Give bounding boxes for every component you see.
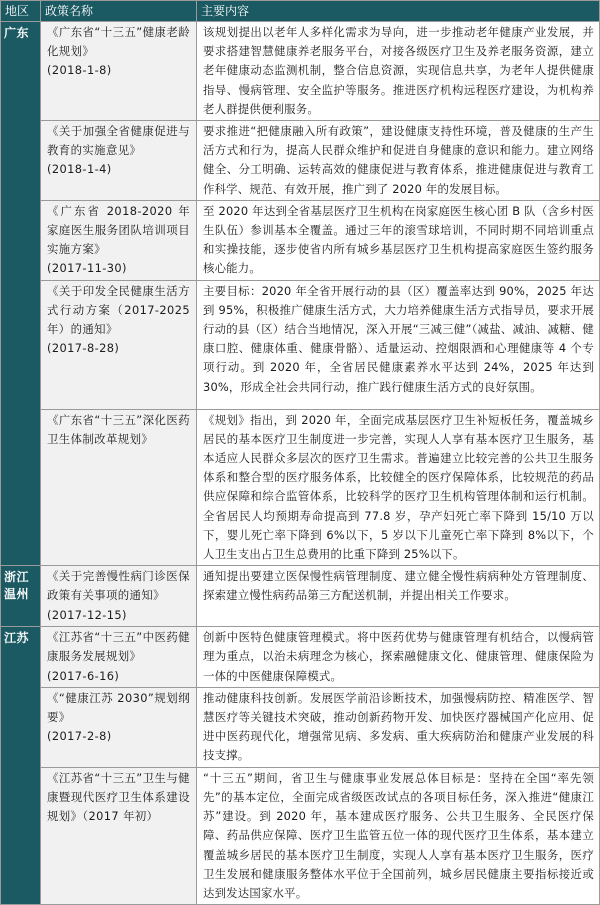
table-row	[1, 121, 600, 201]
policy-cell	[41, 627, 197, 688]
content-cell: 该规划提出以老年人多样化需求为导向，进一步推动老年健康产业发展，并要求搭建智慧健康养老服务平台，对接各级医疗卫生及养老服务资源，建立老年健康动态监测机制，整合信息资源，实现信息共享，为老年人提供健康指导、慢病管理、安全监护等服务。推进医疗机构远程医疗建设，为机构养老人群提供便利服务。	[197, 22, 600, 121]
policy-cell	[41, 767, 197, 904]
content-cell: 至 2020 年达到全省基层医疗卫生机构在岗家庭医生核心团 B 队（含乡村医生队伍）参训基本全覆盖。通过三年的滚雪球培训，不同时期不同培训重点和实操技能，逐步使省内所有城乡基层医疗卫生机构提高家庭医生签约服务核心能力。	[197, 200, 600, 280]
policy-title: 《广东省 2018-2020 年家庭医生服务团队培训项目实施方案》	[47, 203, 190, 257]
policy-date: (2017-6-16)	[47, 668, 120, 683]
policy-title: 《关于印发全民健康生活方式行动方案（2017-2025年）的通知》	[47, 283, 190, 337]
table-row	[1, 627, 600, 688]
table-row	[1, 566, 600, 627]
policy-title: 《江苏省“十三五”中医药健康服务发展规划》	[47, 630, 190, 664]
policy-cell	[41, 121, 197, 201]
policy-cell	[41, 22, 197, 121]
content-cell: 要求推进“把健康融入所有政策”，建设健康支持性环境，普及健康的生产生活方式和行为，提高人民群众维护和促进自身健康的意识和能力。建立网络健全、分工明确、运转高效的健康促进与教育体系，推进健康促进与教育工作科学、规范、有效开展，推广到了 2020 年的发展目标。	[197, 121, 600, 201]
table-row	[1, 280, 600, 409]
table-row	[1, 22, 600, 121]
policy-cell	[41, 280, 197, 409]
policy-date: (2018-1-4)	[47, 162, 112, 177]
policy-date: (2018-1-8)	[47, 63, 112, 78]
policy-cell	[41, 200, 197, 280]
policy-cell	[41, 566, 197, 627]
policy-cell	[41, 687, 197, 767]
content-cell: 主要目标：2020 年全省开展行动的县（区）覆盖率达到 90%，2025 年达到 95%，积极推广健康生活方式，大力培养健康生活方式指导员，要求开展行动的县（区）结合当地情况，深入开展“三减三健”（减盐、减油、减糖、健康口腔、健康体重、健康骨骼）、适量运动、控烟限酒和心理健康等 4 个专项行动。到 2020 年，全省居民健康素养水平达到 24%，2025 年达到 30%，形成全社会共同行动，推广践行健康生活方式的良好氛围。	[197, 280, 600, 409]
region-cell: 江苏	[1, 627, 41, 905]
policy-date: (2017-11-30)	[47, 261, 127, 276]
content-cell: “十三五”期间，省卫生与健康事业发展总体目标是：坚持在全国“率先领先”的基本定位，全面完成省级医改试点的各项目标任务，深入推进“健康江苏”建设。到 2020 年，基本建成医疗服务、公共卫生服务、全民医疗保障、药品供应保障、医疗卫生监管五位一体的现代医疗卫生体系，基本建立覆盖城乡居民的基本医疗卫生制度，实现人人享有基本医疗卫生服务，医疗卫生发展和健康服务整体水平位于全国前列，城乡居民健康主要指标接近或达到发达国家水平。	[197, 767, 600, 904]
table-row	[1, 767, 600, 904]
table-row	[1, 687, 600, 767]
policy-date: (2017-8-28)	[47, 341, 120, 356]
policy-date: (2017-2-8)	[47, 729, 112, 744]
policy-title: 《关于完善慢性病门诊医保政策有关事项的通知》	[47, 569, 190, 603]
table-row	[1, 409, 600, 566]
policy-title: 《广东省“十三五”深化医药卫生体制改革规划》	[47, 412, 190, 446]
policy-title: 《关于加强全省健康促进与教育的实施意见》	[47, 124, 190, 158]
content-cell: 推动健康科技创新。发展医学前沿诊断技术，加强慢病防控、精准医学、智慧医疗等关键技术突破，推动创新药物开发、加快医疗器械国产化应用、促进中医药现代化，增强常见病、多发病、重大疾病防治和健康产业发展的科技支撑。	[197, 687, 600, 767]
header-main-content: 主要内容	[197, 1, 600, 22]
content-cell: 《规划》指出，到 2020 年，全面完成基层医疗卫生补短板任务，覆盖城乡居民的基本医疗卫生制度进一步完善，实现人人享有基本医疗卫生服务，基本适应人民群众多层次的医疗卫生需求。普遍建立比较完善的公共卫生服务体系和整合型的医疗服务体系，比较健全的医疗保障体系，比较规范的药品供应保障和综合监管体系，比较科学的医疗卫生机构管理体制和运行机制。全省居民人均预期寿命提高到 77.8 岁，孕产妇死亡率下降到 15/10 万以下，婴儿死亡率下降到 6%以下，5 岁以下儿童死亡率下降到 8%以下，个人卫生支出占卫生总费用的比重下降到 25%以下。	[197, 409, 600, 566]
content-cell: 创新中医特色健康管理模式。将中医药优势与健康管理有机结合，以慢病管理为重点，以治未病理念为核心，探索融健康文化、健康管理、健康保险为一体的中医健康保障模式。	[197, 627, 600, 688]
region-cell: 浙江温州	[1, 566, 41, 627]
header-policy-name: 政策名称	[41, 1, 197, 22]
table-header-row	[1, 1, 600, 22]
policy-cell	[41, 409, 197, 566]
header-region: 地区	[1, 1, 41, 22]
content-cell: 通知提出要建立医保慢性病管理制度、建立健全慢性病病种处方管理制度、探索建立慢性病药品第三方配送机制，并提出相关工作要求。	[197, 566, 600, 627]
policy-title: 《“健康江苏 2030”规划纲要》	[47, 690, 190, 725]
region-cell: 广东	[1, 22, 41, 566]
table-row	[1, 200, 600, 280]
policy-title: 《江苏省“十三五”卫生与健康暨现代医疗卫生体系建设规划》（2017 年初）	[47, 770, 190, 824]
policy-title: 《广东省“十三五”健康老龄化规划》	[47, 25, 190, 59]
policy-date: (2017-12-15)	[47, 607, 127, 622]
